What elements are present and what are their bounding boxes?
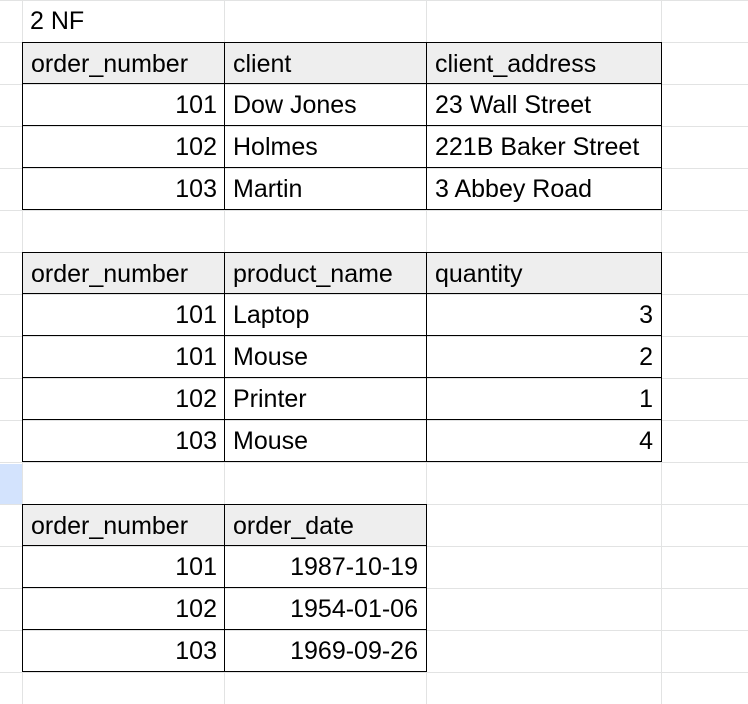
products-quantity-cell[interactable]: 1 <box>426 378 662 420</box>
grid-row-line <box>0 462 748 463</box>
products-quantity-cell[interactable]: 3 <box>426 294 662 336</box>
orders-client-cell[interactable]: Holmes <box>224 126 427 168</box>
products-order-number-cell[interactable]: 103 <box>22 420 225 462</box>
dates-order-number-cell[interactable]: 101 <box>22 546 225 588</box>
orders-order-number-cell[interactable]: 103 <box>22 168 225 210</box>
dates-order-date-cell[interactable]: 1987-10-19 <box>224 546 427 588</box>
orders-header-client-address[interactable]: client_address <box>426 42 662 84</box>
orders-order-number-cell[interactable]: 102 <box>22 126 225 168</box>
grid-row-line <box>0 210 748 211</box>
dates-order-number-cell[interactable]: 102 <box>22 588 225 630</box>
orders-client-cell[interactable]: Martin <box>224 168 427 210</box>
orders-client-cell[interactable]: Dow Jones <box>224 84 427 126</box>
dates-header-order-number[interactable]: order_number <box>22 504 225 546</box>
sheet-title-cell[interactable]: 2 NF <box>30 7 85 35</box>
grid-row-line <box>0 672 748 673</box>
dates-order-date-cell[interactable]: 1954-01-06 <box>224 588 427 630</box>
products-order-number-cell[interactable]: 102 <box>22 378 225 420</box>
orders-order-number-cell[interactable]: 101 <box>22 84 225 126</box>
products-order-number-cell[interactable]: 101 <box>22 294 225 336</box>
orders-header-client[interactable]: client <box>224 42 427 84</box>
dates-header-order-date[interactable]: order_date <box>224 504 427 546</box>
orders-header-order-number[interactable]: order_number <box>22 42 225 84</box>
dates-order-number-cell[interactable]: 103 <box>22 630 225 672</box>
products-product-name-cell[interactable]: Mouse <box>224 336 427 378</box>
products-header-quantity[interactable]: quantity <box>426 252 662 294</box>
orders-client-address-cell[interactable]: 221B Baker Street <box>426 126 662 168</box>
dates-order-date-cell[interactable]: 1969-09-26 <box>224 630 427 672</box>
products-product-name-cell[interactable]: Laptop <box>224 294 427 336</box>
products-order-number-cell[interactable]: 101 <box>22 336 225 378</box>
selected-row-indicator <box>0 464 22 504</box>
products-quantity-cell[interactable]: 2 <box>426 336 662 378</box>
orders-client-address-cell[interactable]: 23 Wall Street <box>426 84 662 126</box>
products-header-product-name[interactable]: product_name <box>224 252 427 294</box>
products-product-name-cell[interactable]: Mouse <box>224 420 427 462</box>
products-quantity-cell[interactable]: 4 <box>426 420 662 462</box>
orders-client-address-cell[interactable]: 3 Abbey Road <box>426 168 662 210</box>
products-header-order-number[interactable]: order_number <box>22 252 225 294</box>
products-product-name-cell[interactable]: Printer <box>224 378 427 420</box>
